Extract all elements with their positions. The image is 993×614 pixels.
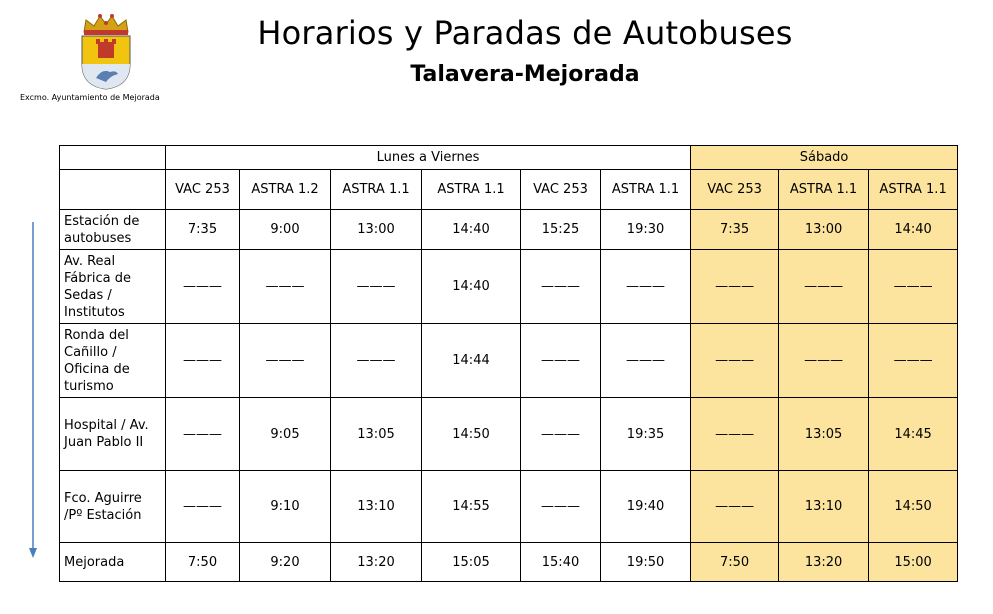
- time-cell: 9:10: [240, 471, 331, 543]
- time-cell: ———: [521, 250, 601, 324]
- group-weekday: Lunes a Viernes: [166, 146, 691, 170]
- time-cell: 9:05: [240, 398, 331, 471]
- time-cell: 14:50: [422, 398, 521, 471]
- route-header: VAC 253: [166, 170, 240, 210]
- coat-of-arms-icon: [76, 12, 136, 90]
- time-cell: 14:44: [422, 324, 521, 398]
- time-cell: ———: [331, 324, 422, 398]
- page-subtitle: Talavera-Mejorada: [410, 62, 640, 87]
- time-cell: ———: [521, 324, 601, 398]
- route-header: ASTRA 1.1: [779, 170, 869, 210]
- time-cell: ———: [779, 324, 869, 398]
- route-header: VAC 253: [521, 170, 601, 210]
- group-header-row: [60, 146, 958, 170]
- time-cell: ———: [166, 471, 240, 543]
- time-cell: ———: [240, 250, 331, 324]
- schedule-table: [59, 145, 958, 582]
- logo-caption: Excmo. Ayuntamiento de Mejorada: [20, 93, 160, 102]
- time-cell: ———: [691, 471, 779, 543]
- time-cell: 15:05: [422, 543, 521, 582]
- time-cell: ———: [331, 250, 422, 324]
- time-cell: ———: [240, 324, 331, 398]
- time-cell: ———: [166, 324, 240, 398]
- stop-name: Hospital / Av. Juan Pablo II: [60, 398, 166, 471]
- time-cell: 13:20: [331, 543, 422, 582]
- time-cell: 15:00: [869, 543, 958, 582]
- time-cell: ———: [869, 250, 958, 324]
- table-row: [60, 471, 958, 543]
- stop-name: Mejorada: [60, 543, 166, 582]
- time-cell: 14:40: [869, 210, 958, 250]
- time-cell: 9:00: [240, 210, 331, 250]
- time-cell: ———: [601, 250, 691, 324]
- time-cell: 14:40: [422, 210, 521, 250]
- time-cell: 13:10: [331, 471, 422, 543]
- route-header: ASTRA 1.1: [869, 170, 958, 210]
- time-cell: 19:30: [601, 210, 691, 250]
- time-cell: 13:00: [779, 210, 869, 250]
- page-title: Horarios y Paradas de Autobuses: [257, 14, 793, 52]
- corner-cell: [60, 146, 166, 170]
- route-header: ASTRA 1.1: [331, 170, 422, 210]
- time-cell: ———: [869, 324, 958, 398]
- route-header: ASTRA 1.1: [422, 170, 521, 210]
- stop-header-cell: [60, 170, 166, 210]
- time-cell: 14:55: [422, 471, 521, 543]
- table-row: [60, 324, 958, 398]
- time-cell: 13:05: [331, 398, 422, 471]
- table-row: [60, 398, 958, 471]
- time-cell: 7:35: [166, 210, 240, 250]
- time-cell: 13:05: [779, 398, 869, 471]
- stop-name: Estación de autobuses: [60, 210, 166, 250]
- route-header: VAC 253: [691, 170, 779, 210]
- group-saturday: Sábado: [691, 146, 958, 170]
- time-cell: 14:45: [869, 398, 958, 471]
- stop-name: Fco. Aguirre /Pº Estación: [60, 471, 166, 543]
- time-cell: 7:50: [691, 543, 779, 582]
- time-cell: 13:00: [331, 210, 422, 250]
- time-cell: ———: [166, 398, 240, 471]
- time-cell: 7:50: [166, 543, 240, 582]
- time-cell: 19:35: [601, 398, 691, 471]
- time-cell: 15:40: [521, 543, 601, 582]
- table-row: [60, 250, 958, 324]
- stop-name: Av. Real Fábrica de Sedas / Institutos: [60, 250, 166, 324]
- stop-name: Ronda del Cañillo / Oficina de turismo: [60, 324, 166, 398]
- time-cell: 15:25: [521, 210, 601, 250]
- time-cell: ———: [166, 250, 240, 324]
- route-header-row: [60, 170, 958, 210]
- time-cell: ———: [521, 471, 601, 543]
- route-header: ASTRA 1.2: [240, 170, 331, 210]
- table-row: [60, 210, 958, 250]
- time-cell: 7:35: [691, 210, 779, 250]
- time-cell: 9:20: [240, 543, 331, 582]
- time-cell: ———: [691, 250, 779, 324]
- direction-arrow-icon: [27, 222, 39, 560]
- time-cell: 13:10: [779, 471, 869, 543]
- time-cell: ———: [601, 324, 691, 398]
- time-cell: 13:20: [779, 543, 869, 582]
- time-cell: 19:50: [601, 543, 691, 582]
- route-header: ASTRA 1.1: [601, 170, 691, 210]
- time-cell: 19:40: [601, 471, 691, 543]
- time-cell: ———: [521, 398, 601, 471]
- time-cell: 14:40: [422, 250, 521, 324]
- time-cell: ———: [691, 398, 779, 471]
- time-cell: ———: [691, 324, 779, 398]
- table-row: [60, 543, 958, 582]
- time-cell: 14:50: [869, 471, 958, 543]
- time-cell: ———: [779, 250, 869, 324]
